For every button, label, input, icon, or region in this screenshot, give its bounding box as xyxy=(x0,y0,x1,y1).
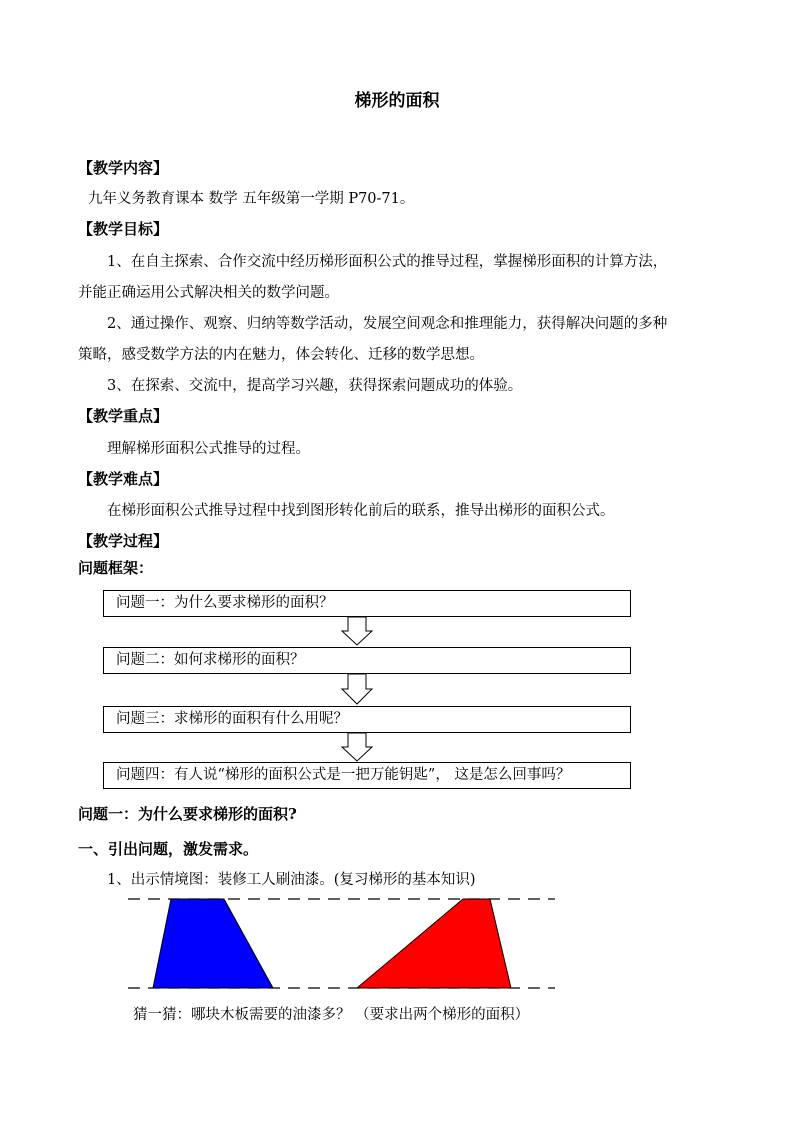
guess-text: 猜一猜：哪块木板需要的油漆多？ （要求出两个梯形的面积） xyxy=(133,1007,530,1023)
content-heading: 【教学内容】 xyxy=(78,159,169,177)
down-arrow-2 xyxy=(342,674,372,704)
question-box-2: 问题二：如何求梯形的面积？ xyxy=(103,647,631,674)
key-heading: 【教学重点】 xyxy=(78,407,169,425)
goal2-line1: 2、通过操作、观察、归纳等数学活动，发展空间观念和推理能力，获得解决问题的多种 xyxy=(107,316,668,332)
down-arrow-3 xyxy=(342,733,372,761)
difficulty-text: 在梯形面积公式推导过程中找到图形转化前后的联系，推导出梯形的面积公式。 xyxy=(107,503,615,519)
goal3: 3、在探索、交流中，提高学习兴趣，获得探索问题成功的体验。 xyxy=(107,378,523,394)
blue-trapezoid-board xyxy=(153,899,273,988)
difficulty-heading: 【教学难点】 xyxy=(78,470,169,488)
goal1-line1: 1、在自主探索、合作交流中经历梯形面积公式的推导过程，掌握梯形面积的计算方法， xyxy=(107,254,668,270)
key-text: 理解梯形面积公式推导的过程。 xyxy=(107,441,310,457)
content-text: 九年义务教育课本 数学 五年级第一学期 P70-71。 xyxy=(88,191,415,207)
red-trapezoid-board xyxy=(357,899,511,988)
question1-heading: 问题一：为什么要求梯形的面积? xyxy=(78,805,297,823)
goals-heading: 【教学目标】 xyxy=(78,220,169,238)
goal2-line2: 策略，感受数学方法的内在魅力，体会转化、迁移的数学思想。 xyxy=(78,347,484,363)
framework-label: 问题框架： xyxy=(78,559,154,577)
process-heading: 【教学过程】 xyxy=(78,532,169,550)
section1-heading: 一、引出问题，激发需求。 xyxy=(78,840,259,858)
down-arrow-1 xyxy=(342,617,372,645)
question-box-4: 问题四：有人说“梯形的面积公式是一把万能钥匙”， 这是怎么回事吗？ xyxy=(103,762,631,789)
goal1-line2: 并能正确运用公式解决相关的数学问题。 xyxy=(78,285,339,301)
question-box-3: 问题三：求梯形的面积有什么用呢？ xyxy=(103,706,631,733)
page-title: 梯形的面积 xyxy=(354,91,440,111)
question-box-1: 问题一：为什么要求梯形的面积？ xyxy=(103,590,631,617)
scene-text: 1、出示情境图：装修工人刷油漆。(复习梯形的基本知识) xyxy=(107,872,476,888)
